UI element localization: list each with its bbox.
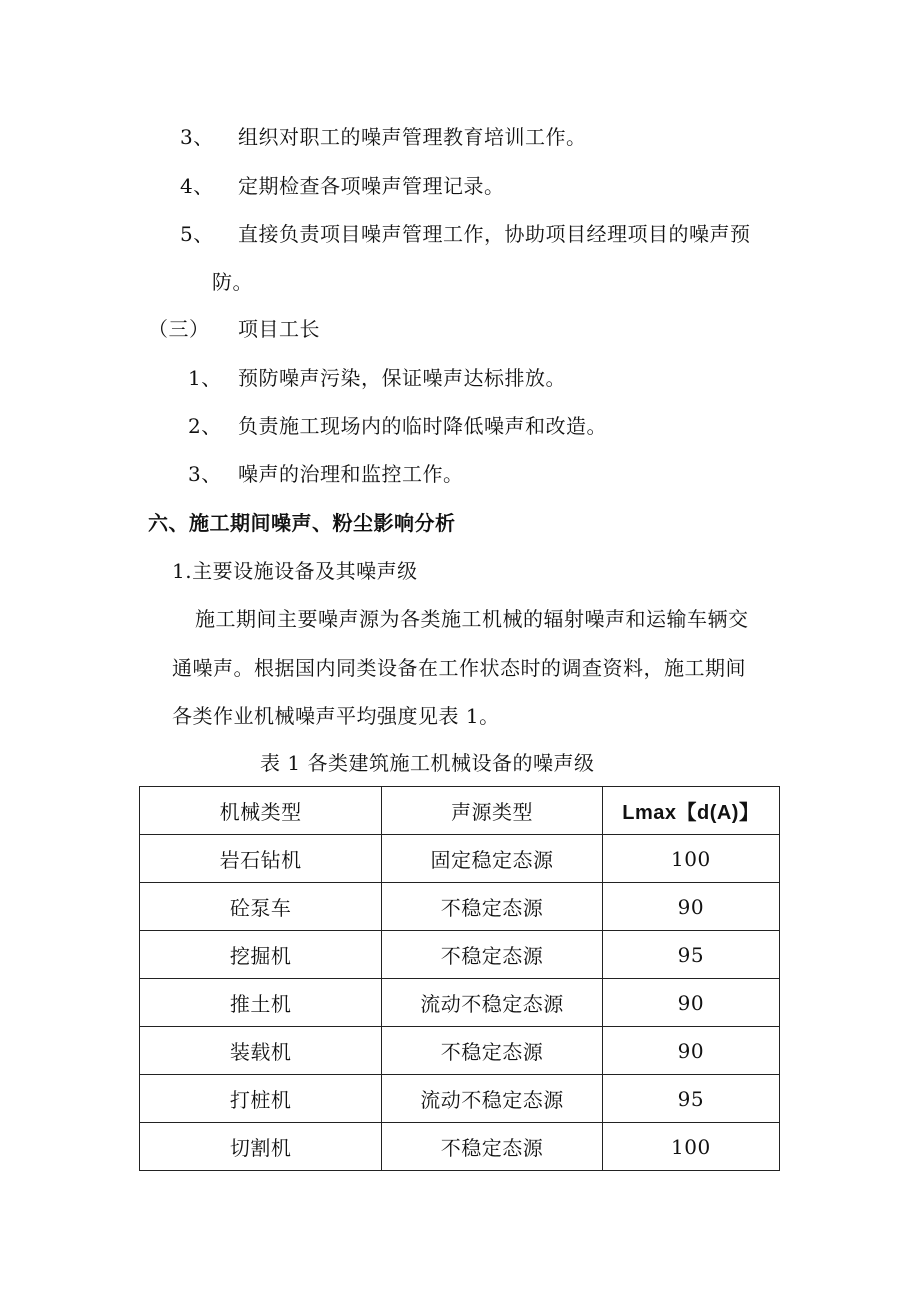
- table-header-row: [140, 787, 780, 835]
- cell-lmax: 95: [602, 1075, 779, 1123]
- table-row: [140, 835, 780, 883]
- list-item-text: 组织对职工的噪声管理教育培训工作。: [238, 125, 587, 149]
- table-row: [140, 979, 780, 1027]
- list-item-number: 4、: [180, 174, 214, 198]
- noise-level-table: [139, 786, 780, 1171]
- table-caption: 表 1 各类建筑施工机械设备的噪声级: [260, 751, 595, 775]
- table-row: [140, 883, 780, 931]
- section-heading-text: 项目工长: [238, 317, 320, 341]
- list-item-number: 5、: [180, 222, 214, 246]
- table-row: [140, 931, 780, 979]
- list-item-number: 3、: [180, 125, 214, 149]
- cell-lmax: 90: [602, 1027, 779, 1075]
- list-item: [188, 414, 607, 438]
- list-item-number: 3、: [188, 462, 222, 486]
- list-item: [180, 125, 587, 149]
- cell-source-type: 流动不稳定态源: [382, 979, 602, 1027]
- list-item-continuation: 防。: [212, 270, 253, 294]
- cell-machine-type: 挖掘机: [140, 931, 382, 979]
- table-row: [140, 1075, 780, 1123]
- cell-source-type: 固定稳定态源: [382, 835, 602, 883]
- cell-lmax: 100: [602, 835, 779, 883]
- list-item-text: 预防噪声污染，保证噪声达标排放。: [238, 366, 566, 390]
- section-heading: [148, 317, 320, 341]
- cell-lmax: 90: [602, 883, 779, 931]
- paragraph-line: 各类作业机械噪声平均强度见表 1。: [172, 704, 500, 728]
- list-item: [188, 462, 464, 486]
- list-item-text: 噪声的治理和监控工作。: [238, 462, 464, 486]
- list-item: [180, 174, 505, 198]
- table-row: [140, 1027, 780, 1075]
- cell-source-type: 不稳定态源: [382, 931, 602, 979]
- cell-source-type: 不稳定态源: [382, 883, 602, 931]
- cell-machine-type: 砼泵车: [140, 883, 382, 931]
- cell-source-type: 流动不稳定态源: [382, 1075, 602, 1123]
- column-header-machine-type: 机械类型: [140, 787, 382, 835]
- cell-machine-type: 切割机: [140, 1123, 382, 1171]
- list-item-text: 定期检查各项噪声管理记录。: [238, 174, 505, 198]
- cell-machine-type: 岩石钻机: [140, 835, 382, 883]
- column-header-source-type: 声源类型: [382, 787, 602, 835]
- list-item-number: 1、: [188, 366, 222, 390]
- list-item: [180, 222, 751, 246]
- cell-machine-type: 推土机: [140, 979, 382, 1027]
- section-heading-number: （三）: [148, 317, 210, 341]
- paragraph-line: 施工期间主要噪声源为各类施工机械的辐射噪声和运输车辆交: [195, 607, 749, 631]
- cell-lmax: 95: [602, 931, 779, 979]
- table-row: [140, 1123, 780, 1171]
- cell-source-type: 不稳定态源: [382, 1123, 602, 1171]
- list-item-text: 直接负责项目噪声管理工作，协助项目经理项目的噪声预: [238, 222, 751, 246]
- section-title: 六、施工期间噪声、粉尘影响分析: [148, 511, 456, 535]
- subsection-title: 1.主要设施设备及其噪声级: [172, 559, 418, 583]
- cell-lmax: 90: [602, 979, 779, 1027]
- list-item-number: 2、: [188, 414, 222, 438]
- cell-lmax: 100: [602, 1123, 779, 1171]
- cell-machine-type: 打桩机: [140, 1075, 382, 1123]
- list-item: [188, 366, 566, 390]
- column-header-lmax: Lmax【d(A)】: [602, 787, 779, 835]
- paragraph-line: 通噪声。根据国内同类设备在工作状态时的调查资料，施工期间: [172, 656, 746, 680]
- list-item-text: 负责施工现场内的临时降低噪声和改造。: [238, 414, 607, 438]
- cell-source-type: 不稳定态源: [382, 1027, 602, 1075]
- cell-machine-type: 装载机: [140, 1027, 382, 1075]
